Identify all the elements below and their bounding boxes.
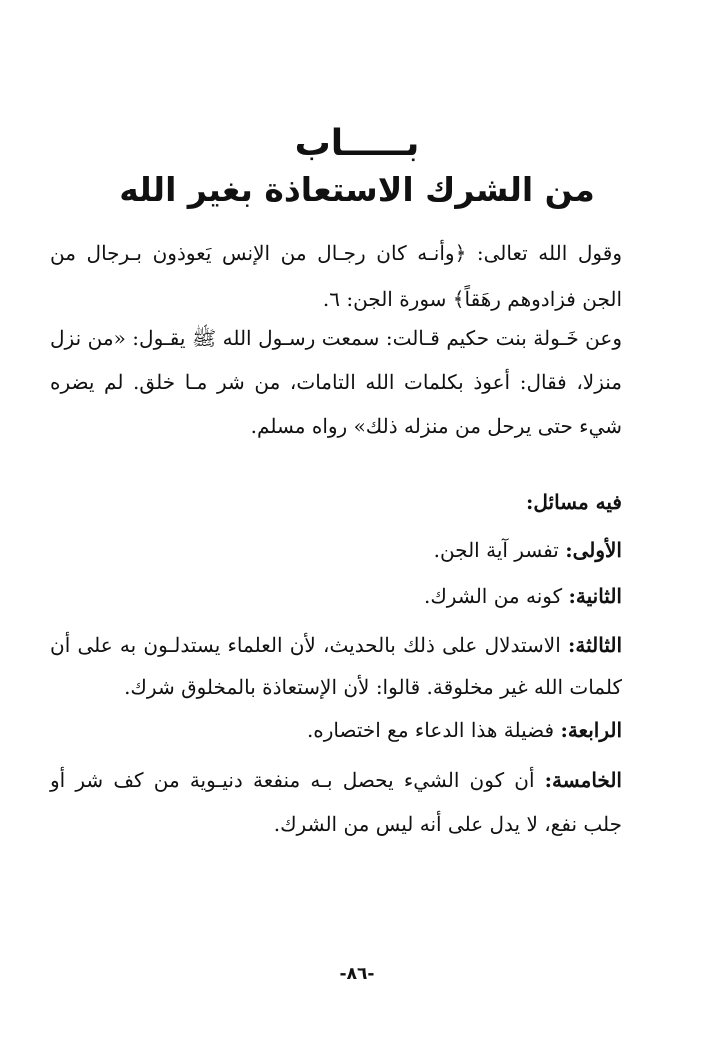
issue-label: الخامسة: (544, 768, 622, 792)
issue-second (50, 578, 622, 614)
issue-fifth (50, 758, 622, 846)
issue-label: الرابعة: (560, 718, 622, 742)
page-number: -٨٦- (339, 964, 375, 984)
issue-text: فضيلة هذا الدعاء مع اختصاره. (306, 718, 561, 742)
issue-first (50, 532, 622, 568)
quran-verse-paragraph: وقول الله تعالى: ﴿وأنـه كان رجـال من الإنس يَعوذون بـرجال من الجن فزادوهم رهَقاً﴾ سورة الجن: ٦. (50, 241, 622, 311)
issue-label: الثانية: (568, 584, 622, 608)
issues-intro: فيه مسائل: (525, 490, 622, 514)
issue-label: الثالثة: (567, 633, 622, 657)
issue-text: تفسر آية الجن. (433, 538, 566, 562)
hadith-paragraph: وعن خَـولة بنت حكيم قـالت: سمعت رسـول الله ﷺ يقـول: «من نزل منزلا، فقال: أعوذ بكلمات الله التامات، من شر مـا خلق. لم يضره شيء حتى يرحل من منزله ذلك» رواه مسلم. (50, 326, 622, 438)
issue-text: كونه من الشرك. (423, 584, 569, 608)
issue-fourth (50, 712, 622, 748)
issue-text: الاستدلال على ذلك بالحديث، لأن العلماء يستدلـون به على أن كلمات الله غير مخلوقة. قالوا: لأن الإستعاذة بالمخلوق شرك. (50, 633, 622, 699)
issue-text: أن كون الشيء يحصل بـه منفعة دنيـوية من كف شر أو جلب نفع، لا يدل على أنه ليس من الشرك. (50, 768, 622, 836)
chapter-title: من الشرك الاستعاذة بغير الله (119, 170, 595, 209)
chapter-heading: بـــــاب (294, 123, 420, 164)
issue-label: الأولى: (565, 538, 622, 562)
issue-third (50, 624, 622, 708)
